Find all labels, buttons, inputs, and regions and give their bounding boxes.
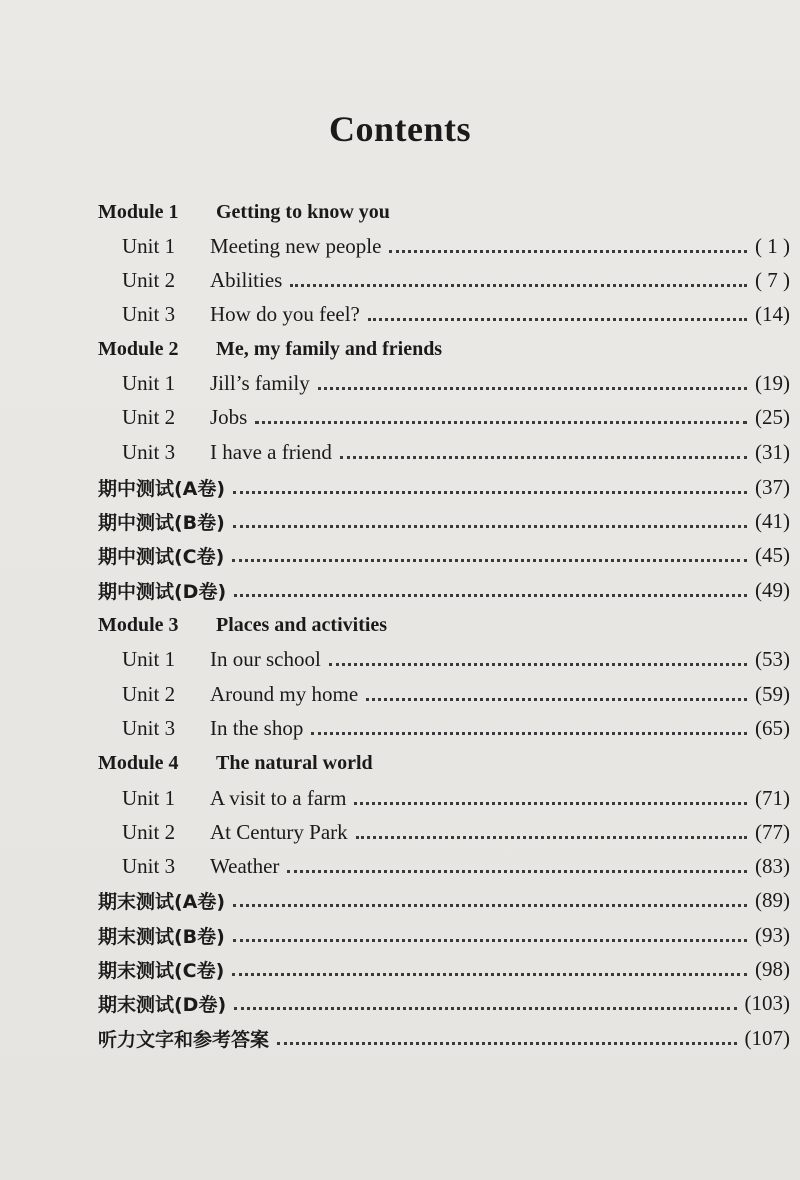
toc-entry-m3-u2[interactable] xyxy=(98,677,790,711)
page-number: (107) xyxy=(744,1025,790,1050)
toc-entry-m2-u3[interactable] xyxy=(98,435,790,469)
page-number: (59) xyxy=(755,681,790,706)
dot-leader xyxy=(368,316,747,321)
unit-label: Unit 3 xyxy=(122,715,176,740)
page-number: (65) xyxy=(755,715,790,740)
unit-title: In the shop xyxy=(210,715,304,740)
toc-entry-m3-u3[interactable] xyxy=(98,711,790,745)
unit-title: Jill’s family xyxy=(210,370,310,395)
page-number: (41) xyxy=(755,508,790,533)
page-number: (93) xyxy=(755,922,790,947)
page-number: (37) xyxy=(755,474,790,499)
page-number: (45) xyxy=(755,542,790,567)
module-4-heading[interactable] xyxy=(98,746,373,780)
unit-title: A visit to a farm xyxy=(210,785,347,810)
unit-title: How do you feel? xyxy=(210,301,360,326)
toc-entry-midterm-c[interactable] xyxy=(98,538,790,572)
unit-title: Weather xyxy=(210,853,280,878)
toc-entry-final-c[interactable] xyxy=(98,952,790,986)
dot-leader xyxy=(389,248,747,253)
unit-label: Unit 2 xyxy=(122,819,176,844)
unit-label: Unit 1 xyxy=(122,785,176,810)
dot-leader xyxy=(356,834,747,839)
dot-leader xyxy=(340,454,747,459)
unit-label: Unit 1 xyxy=(122,233,176,258)
unit-label: Unit 3 xyxy=(122,301,176,326)
module-number: Module 2 xyxy=(98,337,179,360)
page-number: ( 1 ) xyxy=(755,233,790,258)
dot-leader xyxy=(255,419,747,424)
page-number: (31) xyxy=(755,439,790,464)
unit-label: Unit 2 xyxy=(122,404,176,429)
unit-title: At Century Park xyxy=(210,819,348,844)
dot-leader xyxy=(329,661,747,666)
unit-title: Jobs xyxy=(210,404,248,429)
module-number: Module 3 xyxy=(98,613,179,636)
page-number: (77) xyxy=(755,819,790,844)
unit-label: Unit 3 xyxy=(122,439,176,464)
page-number: (53) xyxy=(755,646,790,671)
page-number: (83) xyxy=(755,853,790,878)
unit-title: Meeting new people xyxy=(210,233,382,258)
unit-label: Unit 3 xyxy=(122,853,176,878)
dot-leader xyxy=(234,1005,736,1010)
page-number: ( 7 ) xyxy=(755,267,790,292)
unit-label: Unit 2 xyxy=(122,267,176,292)
dot-leader xyxy=(233,937,747,942)
test-title: 期末测试(C卷) xyxy=(98,959,225,982)
toc-entry-m4-u1[interactable] xyxy=(98,781,790,815)
answers-title: 听力文字和参考答案 xyxy=(98,1028,270,1051)
test-title: 期中测试(D卷) xyxy=(98,580,227,603)
dot-leader xyxy=(233,489,747,494)
dot-leader xyxy=(290,282,747,287)
toc-entry-midterm-a[interactable] xyxy=(98,470,790,504)
test-title: 期末测试(A卷) xyxy=(98,890,226,913)
page-title: Contents xyxy=(328,109,471,149)
page-number: (103) xyxy=(744,990,790,1015)
toc-entry-m2-u2[interactable] xyxy=(98,400,790,434)
module-2-heading[interactable] xyxy=(98,332,442,366)
toc-entry-midterm-b[interactable] xyxy=(98,504,790,538)
toc-entry-final-d[interactable] xyxy=(98,986,790,1020)
toc-entry-m2-u1[interactable] xyxy=(98,366,790,400)
dot-leader xyxy=(277,1040,736,1045)
dot-leader xyxy=(232,557,747,562)
toc-entry-m1-u1[interactable] xyxy=(98,229,790,263)
toc-entry-m4-u3[interactable] xyxy=(98,849,790,883)
dot-leader xyxy=(318,385,747,390)
module-title: Me, my family and friends xyxy=(216,337,443,360)
module-3-heading[interactable] xyxy=(98,608,387,642)
page-number: (98) xyxy=(755,956,790,981)
test-title: 期末测试(D卷) xyxy=(98,993,227,1016)
toc-entry-m1-u3[interactable] xyxy=(98,297,790,331)
toc-entry-final-b[interactable] xyxy=(98,918,790,952)
test-title: 期中测试(A卷) xyxy=(98,477,226,500)
toc-entry-m3-u1[interactable] xyxy=(98,642,790,676)
unit-title: Abilities xyxy=(210,267,283,292)
dot-leader xyxy=(354,800,747,805)
unit-label: Unit 1 xyxy=(122,370,176,395)
page-number: (49) xyxy=(755,577,790,602)
page-number: (25) xyxy=(755,404,790,429)
dot-leader xyxy=(234,592,747,597)
module-title: Getting to know you xyxy=(216,200,390,223)
toc-entry-midterm-d[interactable] xyxy=(98,573,790,607)
page-number: (19) xyxy=(755,370,790,395)
module-number: Module 1 xyxy=(98,200,179,223)
unit-title: I have a friend xyxy=(210,439,332,464)
unit-label: Unit 1 xyxy=(122,646,176,671)
page-number: (71) xyxy=(755,785,790,810)
dot-leader xyxy=(233,902,747,907)
unit-label: Unit 2 xyxy=(122,681,176,706)
dot-leader xyxy=(366,696,747,701)
module-title: Places and activities xyxy=(216,613,388,636)
unit-title: Around my home xyxy=(210,681,359,706)
test-title: 期末测试(B卷) xyxy=(98,925,225,948)
dot-leader xyxy=(287,868,747,873)
module-1-heading[interactable] xyxy=(98,195,390,229)
toc-entry-m1-u2[interactable] xyxy=(98,263,790,297)
page-number: (14) xyxy=(755,301,790,326)
test-title: 期中测试(C卷) xyxy=(98,545,225,568)
unit-title: In our school xyxy=(210,646,321,671)
test-title: 期中测试(B卷) xyxy=(98,511,225,534)
module-number: Module 4 xyxy=(98,751,179,774)
dot-leader xyxy=(311,730,747,735)
toc-entry-m4-u2[interactable] xyxy=(98,815,790,849)
module-title: The natural world xyxy=(216,751,373,774)
dot-leader xyxy=(232,971,747,976)
toc-entry-final-a[interactable] xyxy=(98,883,790,917)
page-number: (89) xyxy=(755,887,790,912)
dot-leader xyxy=(233,523,747,528)
toc-entry-answers[interactable] xyxy=(98,1021,790,1055)
